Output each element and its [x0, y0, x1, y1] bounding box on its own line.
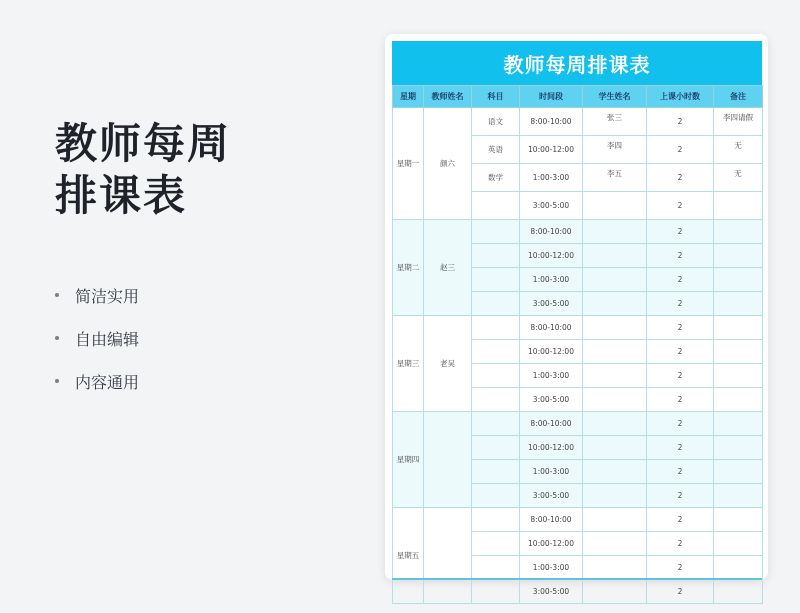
poster-title-line-2: 排课表	[55, 171, 188, 220]
subject-cell[interactable]: 英语	[472, 136, 520, 164]
time-cell[interactable]: 8:00-10:00	[520, 220, 583, 244]
student-cell[interactable]	[583, 556, 647, 580]
subject-cell[interactable]	[472, 292, 520, 316]
student-cell[interactable]	[583, 436, 647, 460]
time-cell[interactable]: 8:00-10:00	[520, 108, 583, 136]
note-cell[interactable]	[714, 412, 763, 436]
note-cell[interactable]	[714, 244, 763, 268]
day-cell[interactable]: 星期五	[393, 508, 424, 604]
time-cell[interactable]: 1:00-3:00	[520, 364, 583, 388]
table-row	[393, 412, 763, 436]
student-cell[interactable]: 张三	[583, 108, 647, 136]
subject-cell[interactable]	[472, 580, 520, 604]
schedule-sheet	[385, 34, 768, 596]
subject-cell[interactable]	[472, 388, 520, 412]
subject-cell[interactable]	[472, 364, 520, 388]
column-header-day: 星期	[393, 86, 424, 108]
note-cell[interactable]	[714, 508, 763, 532]
time-cell[interactable]: 1:00-3:00	[520, 268, 583, 292]
student-cell[interactable]	[583, 532, 647, 556]
note-cell[interactable]	[714, 292, 763, 316]
table-body	[393, 108, 763, 604]
subject-cell[interactable]: 语文	[472, 108, 520, 136]
time-cell[interactable]: 3:00-5:00	[520, 484, 583, 508]
student-cell[interactable]	[583, 412, 647, 436]
table-row	[393, 108, 763, 136]
time-cell[interactable]: 8:00-10:00	[520, 316, 583, 340]
hours-cell[interactable]: 2	[647, 244, 714, 268]
student-cell[interactable]	[583, 460, 647, 484]
hours-cell[interactable]: 2	[647, 436, 714, 460]
student-cell[interactable]	[583, 268, 647, 292]
hours-cell[interactable]: 2	[647, 364, 714, 388]
bullet-icon	[55, 293, 59, 297]
teacher-cell[interactable]: 老吴	[424, 316, 472, 412]
teacher-cell[interactable]: 赵三	[424, 220, 472, 316]
hours-cell[interactable]: 2	[647, 268, 714, 292]
time-cell[interactable]: 1:00-3:00	[520, 164, 583, 192]
student-cell[interactable]	[583, 364, 647, 388]
note-cell[interactable]	[714, 340, 763, 364]
student-cell[interactable]	[583, 316, 647, 340]
note-cell[interactable]	[714, 268, 763, 292]
table-row	[393, 220, 763, 244]
teacher-cell[interactable]	[424, 508, 472, 604]
subject-cell[interactable]	[472, 532, 520, 556]
table-row	[393, 316, 763, 340]
hours-cell[interactable]: 2	[647, 316, 714, 340]
subject-cell[interactable]: 数学	[472, 164, 520, 192]
student-cell[interactable]	[583, 484, 647, 508]
teacher-cell[interactable]: 颜六	[424, 108, 472, 220]
time-cell[interactable]: 10:00-12:00	[520, 136, 583, 164]
column-header-note: 备注	[714, 86, 763, 108]
time-cell[interactable]: 3:00-5:00	[520, 192, 583, 220]
student-cell[interactable]	[583, 192, 647, 220]
time-cell[interactable]: 8:00-10:00	[520, 508, 583, 532]
note-cell[interactable]	[714, 532, 763, 556]
hours-cell[interactable]: 2	[647, 556, 714, 580]
note-cell[interactable]: 无	[714, 136, 763, 164]
student-cell[interactable]	[583, 508, 647, 532]
subject-cell[interactable]	[472, 316, 520, 340]
subject-cell[interactable]	[472, 508, 520, 532]
schedule-table	[392, 85, 763, 604]
time-cell[interactable]: 3:00-5:00	[520, 580, 583, 604]
hours-cell[interactable]: 2	[647, 484, 714, 508]
time-cell[interactable]: 10:00-12:00	[520, 532, 583, 556]
student-cell[interactable]: 李四	[583, 136, 647, 164]
hours-cell[interactable]: 2	[647, 220, 714, 244]
table-header-row	[393, 86, 763, 108]
student-cell[interactable]: 李五	[583, 164, 647, 192]
sheet-bottom-border	[392, 578, 762, 580]
time-cell[interactable]: 10:00-12:00	[520, 340, 583, 364]
poster-title	[55, 118, 231, 222]
feature-text: 内容通用	[75, 373, 140, 392]
note-cell[interactable]	[714, 192, 763, 220]
column-header-teacher: 教师姓名	[424, 86, 472, 108]
subject-cell[interactable]	[472, 412, 520, 436]
subject-cell[interactable]	[472, 436, 520, 460]
subject-cell[interactable]	[472, 220, 520, 244]
note-cell[interactable]	[714, 220, 763, 244]
day-cell[interactable]: 星期四	[393, 412, 424, 508]
hours-cell[interactable]: 2	[647, 388, 714, 412]
time-cell[interactable]: 3:00-5:00	[520, 292, 583, 316]
student-cell[interactable]	[583, 220, 647, 244]
teacher-cell[interactable]	[424, 412, 472, 508]
note-cell[interactable]: 李四请假	[714, 108, 763, 136]
hours-cell[interactable]: 2	[647, 136, 714, 164]
student-cell[interactable]	[583, 292, 647, 316]
time-cell[interactable]: 10:00-12:00	[520, 436, 583, 460]
hours-cell[interactable]: 2	[647, 532, 714, 556]
student-cell[interactable]	[583, 244, 647, 268]
note-cell[interactable]	[714, 460, 763, 484]
column-header-subject: 科目	[472, 86, 520, 108]
hours-cell[interactable]: 2	[647, 508, 714, 532]
hours-cell[interactable]: 2	[647, 412, 714, 436]
subject-cell[interactable]	[472, 556, 520, 580]
note-cell[interactable]	[714, 436, 763, 460]
student-cell[interactable]	[583, 388, 647, 412]
column-header-hours: 上课小时数	[647, 86, 714, 108]
column-header-time: 时间段	[520, 86, 583, 108]
time-cell[interactable]: 10:00-12:00	[520, 244, 583, 268]
hours-cell[interactable]: 2	[647, 460, 714, 484]
subject-cell[interactable]	[472, 460, 520, 484]
subject-cell[interactable]	[472, 192, 520, 220]
subject-cell[interactable]	[472, 268, 520, 292]
sheet-title: 教师每周排课表	[392, 41, 762, 85]
note-cell[interactable]	[714, 364, 763, 388]
time-cell[interactable]: 1:00-3:00	[520, 460, 583, 484]
column-header-student: 学生姓名	[583, 86, 647, 108]
hours-cell[interactable]: 2	[647, 292, 714, 316]
student-cell[interactable]	[583, 580, 647, 604]
feature-text: 简洁实用	[75, 287, 140, 306]
hours-cell[interactable]: 2	[647, 340, 714, 364]
subject-cell[interactable]	[472, 484, 520, 508]
student-cell[interactable]	[583, 340, 647, 364]
table-row	[393, 508, 763, 532]
note-cell[interactable]	[714, 316, 763, 340]
time-cell[interactable]: 3:00-5:00	[520, 388, 583, 412]
note-cell[interactable]	[714, 580, 763, 604]
day-cell[interactable]: 星期二	[393, 220, 424, 316]
subject-cell[interactable]	[472, 340, 520, 364]
hours-cell[interactable]: 2	[647, 192, 714, 220]
bullet-icon	[55, 379, 59, 383]
day-cell[interactable]: 星期一	[393, 108, 424, 220]
time-cell[interactable]: 1:00-3:00	[520, 556, 583, 580]
poster-title-line-1: 教师每周	[55, 119, 232, 168]
hours-cell[interactable]: 2	[647, 580, 714, 604]
bullet-icon	[55, 336, 59, 340]
feature-text: 自由编辑	[75, 330, 140, 349]
note-cell[interactable]	[714, 484, 763, 508]
hours-cell[interactable]: 2	[647, 108, 714, 136]
note-cell[interactable]: 无	[714, 164, 763, 192]
note-cell[interactable]	[714, 556, 763, 580]
time-cell[interactable]: 8:00-10:00	[520, 412, 583, 436]
hours-cell[interactable]: 2	[647, 164, 714, 192]
note-cell[interactable]	[714, 388, 763, 412]
subject-cell[interactable]	[472, 244, 520, 268]
day-cell[interactable]: 星期三	[393, 316, 424, 412]
